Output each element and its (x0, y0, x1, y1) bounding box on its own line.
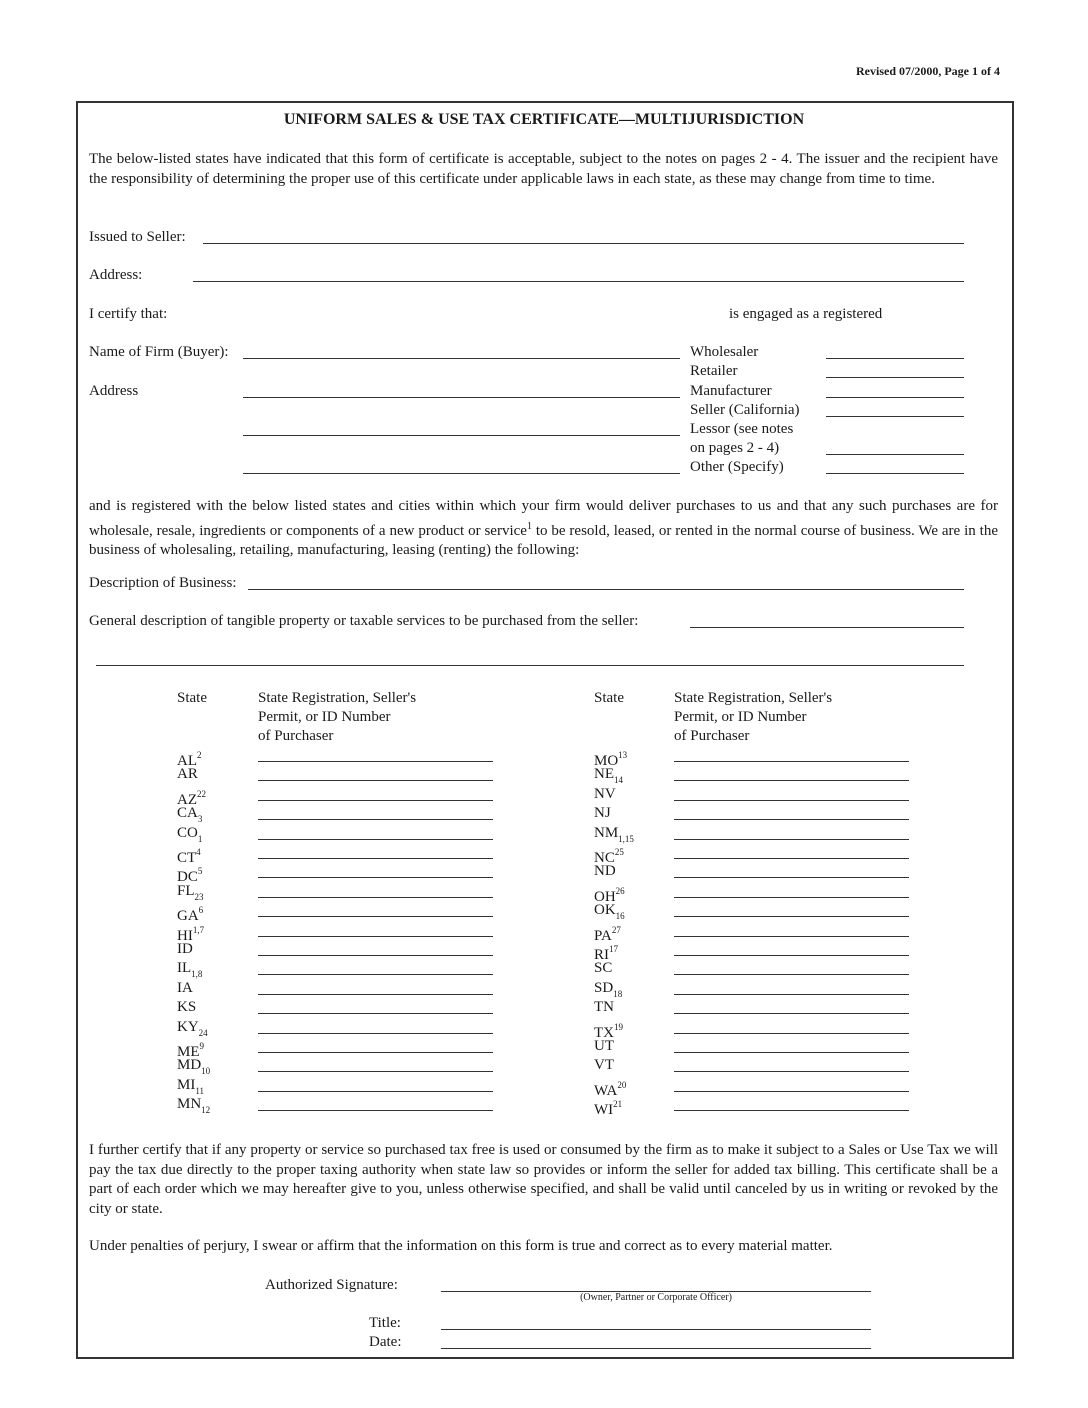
footnote-marker: 1 (197, 833, 203, 844)
footnote-marker: 1,7 (192, 924, 205, 935)
revision-note: Revised 07/2000, Page 1 of 4 (856, 64, 1000, 78)
footnote-marker: 22 (197, 788, 206, 799)
state-code-dc: $DC^5$ (177, 866, 203, 886)
registration-field-wa[interactable] (674, 1091, 909, 1092)
general-description-label: General description of tangible property or taxable services to be purchased from the seller: (89, 613, 639, 629)
state-code-az: AZ$^{22}$ (177, 788, 206, 808)
seller-address-label: Address: (89, 267, 143, 283)
registration-field-ga[interactable] (258, 916, 493, 917)
state-code-nc: NC$^{25}$ (594, 847, 624, 866)
registration-field-al[interactable] (258, 761, 493, 762)
registration-field-dc[interactable] (258, 877, 493, 878)
state-code-ri: RI$^{17}$ (594, 944, 618, 963)
date-field[interactable] (441, 1348, 871, 1349)
state-code-nv: NV (594, 785, 616, 802)
state-code-sc: SC (594, 960, 613, 977)
registration-field-ok[interactable] (674, 916, 909, 917)
state-code-ct: $CT^4$ (177, 847, 201, 866)
registration-field-tx[interactable] (674, 1033, 909, 1034)
registration-header-left-1: State Registration, Seller's (258, 690, 417, 706)
registration-field-co[interactable] (258, 839, 493, 840)
state-code-sd: $SD_{18}$ (594, 979, 623, 999)
footnote-marker: 14 (614, 775, 623, 786)
footnote-marker: 18 (613, 988, 623, 999)
buyer-address-field-3[interactable] (243, 473, 680, 474)
state-code-tn: TN (594, 999, 614, 1016)
state-code-me: $ME^9$ (177, 1041, 204, 1060)
footnote-marker: 16 (615, 911, 625, 922)
general-description-field-2[interactable] (96, 665, 964, 666)
state-code-nj: NJ (594, 805, 611, 822)
seller-california-field[interactable] (826, 416, 964, 417)
reg-type-other: Other (Specify) (690, 459, 784, 475)
other-field[interactable] (826, 473, 964, 474)
footnote-marker: 20 (617, 1079, 627, 1090)
description-of-business-label: Description of Business: (89, 575, 237, 591)
footnote-marker: 6 (198, 905, 204, 916)
registration-header-right-1: State Registration, Seller's (674, 690, 833, 706)
registration-field-vt[interactable] (674, 1071, 909, 1072)
state-code-vt: VT (594, 1057, 614, 1074)
state-header-right: State (594, 690, 624, 706)
registration-header-right-3: of Purchaser (674, 728, 750, 744)
state-code-hi: HI$^{1,7}$ (177, 924, 205, 944)
footnote-marker: 11 (195, 1085, 205, 1096)
state-code-mi: $MI_{11}$ (177, 1076, 205, 1096)
registration-field-mi[interactable] (258, 1091, 493, 1092)
state-code-mn: $MN_{12}$ (177, 1096, 211, 1116)
lessor-field[interactable] (826, 454, 964, 455)
authorized-signature-label: Authorized Signature: (265, 1277, 398, 1293)
registration-field-oh[interactable] (674, 897, 909, 898)
title-label: Title: (369, 1315, 401, 1331)
footnote-marker: 17 (609, 944, 618, 954)
registration-field-ri[interactable] (674, 955, 909, 956)
footnote-marker: 19 (614, 1021, 623, 1032)
buyer-address-label: Address (89, 383, 139, 399)
state-code-ca: $CA_3$ (177, 805, 203, 825)
registration-field-ks[interactable] (258, 1013, 493, 1014)
registration-field-ky[interactable] (258, 1033, 493, 1034)
is-engaged-label: is engaged as a registered (729, 306, 883, 322)
registration-field-pa[interactable] (674, 936, 909, 937)
footnote-marker: 10 (201, 1066, 211, 1077)
registration-field-tn[interactable] (674, 1013, 909, 1014)
registration-header-right-2: Permit, or ID Number (674, 709, 807, 725)
registration-field-hi[interactable] (258, 936, 493, 937)
reg-type-seller-california: Seller (California) (690, 402, 800, 418)
footnote-marker: 4 (196, 847, 201, 857)
wholesaler-field[interactable] (826, 358, 964, 359)
signature-caption: (Owner, Partner or Corporate Officer) (580, 1292, 732, 1303)
issued-to-seller-label: Issued to Seller: (89, 229, 186, 245)
footnote-marker: 13 (618, 750, 628, 760)
perjury-statement: Under penalties of perjury, I swear or affirm that the information on this form is true and correct as to every material matter. (89, 1238, 833, 1254)
footnote-marker: 1,15 (618, 833, 634, 844)
state-code-ut: UT (594, 1038, 614, 1054)
registration-field-ia[interactable] (258, 994, 493, 995)
intro-paragraph: The below-listed states have indicated that this form of certificate is acceptable, subject to the notes on pages 2 - 4. The issuer and the recipient have the responsibility of determining the proper use of this certificate under applicable laws in each state, as these may change from time to time. (89, 151, 998, 187)
reg-type-lessor-note: on pages 2 - 4) (690, 440, 780, 456)
reg-type-lessor: Lessor (see notes (690, 421, 794, 437)
registration-field-nd[interactable] (674, 877, 909, 878)
date-label: Date: (369, 1334, 402, 1350)
state-code-mo: MO$^{13}$ (594, 750, 628, 769)
state-code-ia: IA (177, 979, 193, 996)
buyer-address-field-1[interactable] (243, 397, 680, 398)
state-code-wa: WA$^{20}$ (594, 1079, 627, 1099)
registration-field-nv[interactable] (674, 800, 909, 801)
footnote-marker: 26 (615, 885, 625, 896)
state-code-ar: AR (177, 766, 198, 783)
footnote-marker: 3 (197, 814, 203, 825)
registration-field-ar[interactable] (258, 780, 493, 781)
registration-field-id[interactable] (258, 955, 493, 956)
footnote-marker: 1,8 (191, 969, 203, 980)
reg-type-retailer: Retailer (690, 363, 738, 379)
manufacturer-field[interactable] (826, 397, 964, 398)
registration-field-ne[interactable] (674, 780, 909, 781)
footnote-marker: 2 (197, 750, 202, 760)
state-code-ks: KS (177, 999, 197, 1016)
state-code-tx: TX$^{19}$ (594, 1021, 623, 1041)
general-description-field-1[interactable] (690, 627, 964, 628)
state-code-nd: ND (594, 863, 616, 880)
registration-field-me[interactable] (258, 1052, 493, 1053)
registration-field-ut[interactable] (674, 1052, 909, 1053)
state-code-ne: $NE_{14}$ (594, 766, 623, 786)
registration-field-ca[interactable] (258, 819, 493, 820)
registration-field-md[interactable] (258, 1071, 493, 1072)
state-code-ok: $OK_{16}$ (594, 902, 625, 922)
retailer-field[interactable] (826, 377, 964, 378)
registration-field-wi[interactable] (674, 1110, 909, 1111)
registration-field-il[interactable] (258, 974, 493, 975)
state-code-fl: $FL_{23}$ (177, 882, 204, 902)
state-code-id: ID (177, 941, 193, 957)
state-code-wi: WI$^{21}$ (594, 1099, 623, 1119)
registration-field-fl[interactable] (258, 897, 493, 898)
registration-field-mn[interactable] (258, 1110, 493, 1111)
registration-header-left-3: of Purchaser (258, 728, 334, 744)
registration-header-left-2: Permit, or ID Number (258, 709, 391, 725)
state-code-il: $IL_{1,8}$ (177, 960, 203, 980)
further-certify-paragraph: I further certify that if any property or service so purchased tax free is used or consumed by the firm as to make it subject to a Sales or Use Tax we will pay the tax due directly to the proper taxing authority when state law so provides or inform the seller for added tax billing. This certificate shall be a part of each order which we may hereafter give to you, unless otherwise specified, and shall be valid until canceled by us in writing or revoked by the city or state. (89, 1142, 998, 1217)
state-header-left: State (177, 690, 207, 706)
footnote-marker: 1 (526, 520, 532, 532)
footnote-marker: 23 (194, 891, 204, 902)
reg-type-manufacturer: Manufacturer (690, 383, 772, 399)
firm-name-field[interactable] (243, 358, 680, 359)
i-certify-that-label: I certify that: (89, 306, 168, 322)
footnote-marker: 25 (614, 847, 624, 857)
registration-field-ct[interactable] (258, 858, 493, 859)
reg-type-wholesaler: Wholesaler (690, 344, 759, 360)
footnote-marker: 9 (199, 1041, 204, 1051)
registration-field-mo[interactable] (674, 761, 909, 762)
footnote-marker: 12 (201, 1105, 211, 1116)
registration-field-sc[interactable] (674, 974, 909, 975)
buyer-address-field-2[interactable] (243, 435, 680, 436)
state-code-nm: $NM_{1,15}$ (594, 824, 634, 844)
state-code-ga: $GA^6$ (177, 905, 204, 925)
registration-field-sd[interactable] (674, 994, 909, 995)
registration-field-az[interactable] (258, 800, 493, 801)
registered-states-paragraph: and is registered with the below listed states and cities within which your firm would deliver purchases to us and that any such purchases are for wholesale, resale, ingredients or components of a new product or service$^1$ to be resold, leased, or rented in the normal course of business. We are in the business of wholesaling, retailing, manufacturing, leasing (renting) the following: (89, 498, 998, 558)
registration-field-nc[interactable] (674, 858, 909, 859)
registration-field-nm[interactable] (674, 839, 909, 840)
state-code-al: $AL^2$ (177, 750, 202, 769)
seller-address-field[interactable] (193, 281, 964, 282)
title-field[interactable] (441, 1329, 871, 1330)
registration-field-nj[interactable] (674, 819, 909, 820)
state-code-md: $MD_{10}$ (177, 1057, 211, 1077)
description-of-business-field[interactable] (248, 589, 964, 590)
state-code-co: $CO_1$ (177, 824, 203, 844)
footnote-marker: 24 (198, 1027, 208, 1038)
issued-to-seller-field[interactable] (203, 243, 964, 244)
state-code-pa: PA$^{27}$ (594, 924, 621, 944)
footnote-marker: 5 (197, 866, 203, 877)
form-title: UNIFORM SALES & USE TAX CERTIFICATE—MULTIJURISDICTION (283, 111, 805, 128)
footnote-marker: 21 (613, 1099, 623, 1110)
footnote-marker: 27 (611, 924, 621, 935)
firm-name-label: Name of Firm (Buyer): (89, 344, 229, 360)
state-code-ky: $KY_{24}$ (177, 1018, 208, 1038)
state-code-oh: OH$^{26}$ (594, 885, 625, 905)
